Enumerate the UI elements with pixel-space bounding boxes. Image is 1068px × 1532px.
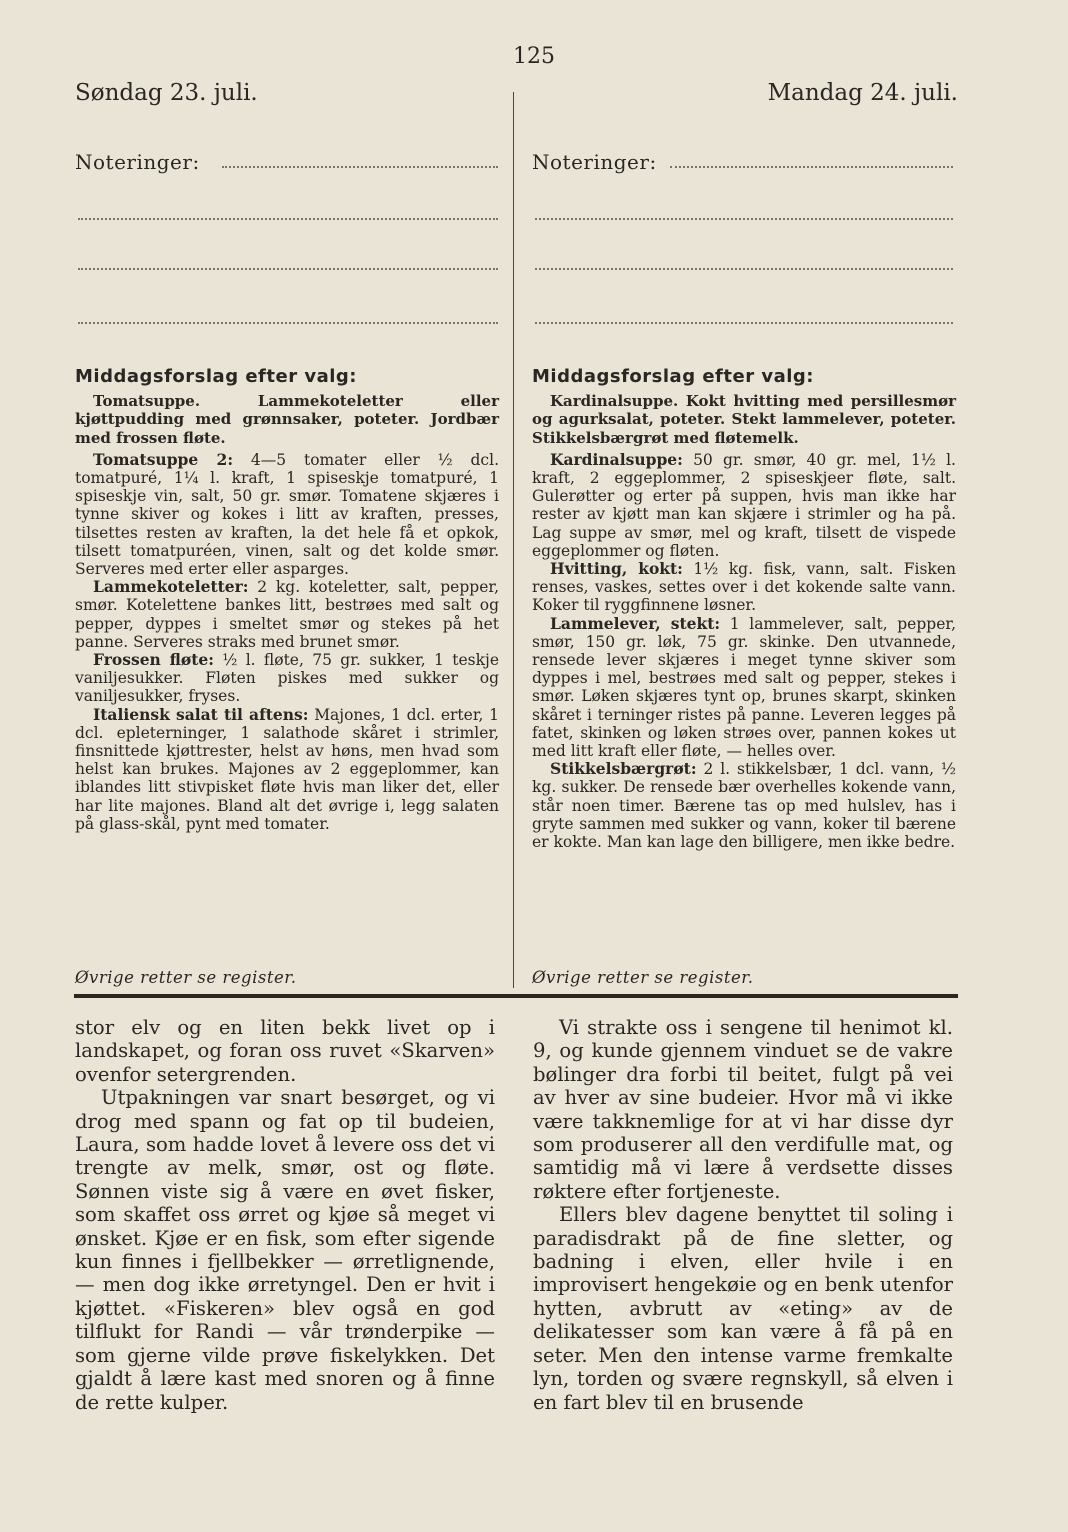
recipe-label: Tomatsuppe 2: (93, 449, 234, 469)
recipe (75, 706, 499, 833)
menu-text: Kardinalsuppe. Kokt hvitting med persillesmør og agurksalat, poteter. Stekt lammelever, poteter. Stikkelsbærgrøt med fløtemelk. (532, 392, 956, 447)
recipe-text: 2 kg. koteletter, salt, pepper, smør. Kotelettene bankes litt, bestrøes med salt og pepper, dyppes i smeltet smør og stekes på het panne. Serveres straks med brunet smør. (75, 578, 499, 651)
recipe-label: Lammelever, stekt: (550, 613, 721, 633)
recipe-label: Italiensk salat til aftens: (93, 704, 309, 724)
note-line[interactable] (535, 322, 953, 324)
recipe-text: 50 gr. smør, 40 gr. mel, 1½ l. kraft, 2 eggeplommer, 2 spiseskjeer fløte, salt. Gulerøtter og erter på suppen, hvis man ikke har rester av kjøtt man kan skjære i strimler og ha på. Lag suppe av smør, mel og kraft, tilsett de vispede eggeplommer og fløten. (532, 450, 956, 560)
story-left (75, 1016, 495, 1414)
notes-label-left: Noteringer: (75, 150, 200, 174)
recipe-label: Frossen fløte: (93, 650, 214, 670)
recipe-text: 2 l. stikkelsbær, 1 dcl. vann, ½ kg. sukker. De rensede bær overhelles kokende vann, står noen timer. Bærene tas op med hulslev, has i gryte sammen med sukker og vann, koker til bærene er kokte. Man kan lage den billigere, men ikke bedre. (532, 760, 956, 852)
middag-heading: Middagsforslag efter valg: (532, 366, 814, 387)
recipes-right (532, 368, 956, 851)
recipe (75, 651, 499, 706)
notes-label-right: Noteringer: (532, 150, 657, 174)
note-line[interactable] (78, 218, 498, 220)
note-line[interactable] (78, 322, 498, 324)
story-paragraph: Ellers blev dagene benyttet til soling i paradisdrakt på de fine sletter, og badning i elven, eller hvile i en improvisert hengekøie og en benk utenfor hytten, avbrutt av «eting» av de delikatesser som kan være å få på en seter. Men den intense varme fremkalte lyn, torden og svære regnskyll, så elven i en fart blev til en brusende (533, 1203, 953, 1414)
story-right (533, 1016, 953, 1414)
menu-text: Tomatsuppe. Lammekoteletter eller kjøttpudding med grønnsaker, poteter. Jordbær med frossen fløte. (75, 392, 499, 447)
story-paragraph: Vi strakte oss i sengene til henimot kl. 9, og kunde gjennem vinduet se de vakre bølinger dra forbi til beitet, fulgt på vei av hver av sine budeier. Hvor må vi ikke være takknemlige for at vi har disse dyr som produserer all den verdifulle mat, og samtidig må vi lære å verdsette disses røktere efter fortjeneste. (533, 1016, 953, 1203)
recipe-label: Lammekoteletter: (93, 577, 249, 597)
recipe-label: Hvitting, kokt: (550, 559, 683, 579)
day-title-right: Mandag 24. juli. (767, 80, 958, 106)
recipe (532, 451, 956, 560)
recipe (75, 578, 499, 651)
recipes-left (75, 368, 499, 833)
day-title-left: Søndag 23. juli. (75, 80, 258, 106)
footer-note-right: Øvrige retter se register. (532, 968, 754, 987)
recipe-text: 1 lammelever, salt, pepper, smør, 150 gr. løk, 75 gr. skinke. Den utvannede, rensede lever skjæres i meget tynne skiver som dyppes i mel, bestrøes med salt og pepper, stekes i smør. Løken skjæres tynt op, brunes skarpt, skinken skåret i terninger ristes på panne. Leveren legges på fatet, skinken og løken strøes over, pannen kokes ut med litt kraft eller fløte, — helles over. (532, 614, 956, 761)
recipe-text: 4—5 tomater eller ½ dcl. tomatpuré, 1¼ l. kraft, 1 spiseskje tomatpuré, 1 spiseskje vin, salt, 50 gr. smør. Tomatene skjæres i tynne skiver og kokes i litt av kraften, presses, tilsettes resten av kraften, la det hele få et opkok, tilsett tomatpuréen, vinen, salt og det kolde smør. Serveres med erter eller asparges. (75, 450, 499, 579)
middag-heading: Middagsforslag efter valg: (75, 366, 357, 387)
recipe-label: Stikkelsbærgrøt: (550, 759, 697, 779)
page-number: 125 (513, 44, 555, 69)
footer-note-left: Øvrige retter se register. (75, 968, 297, 987)
note-line[interactable] (78, 268, 498, 270)
story-paragraph: stor elv og en liten bekk livet op i landskapet, og foran oss ruvet «Skarven» ovenfor setergrenden. (75, 1016, 495, 1086)
recipe (532, 615, 956, 761)
note-line[interactable] (535, 268, 953, 270)
note-line[interactable] (535, 218, 953, 220)
recipe-text: ½ l. fløte, 75 gr. sukker, 1 teskje vaniljesukker. Fløten piskes med sukker og vaniljesukker, fryses. (75, 651, 499, 706)
note-line[interactable] (222, 166, 498, 168)
section-divider (74, 994, 958, 998)
recipe-text: 1½ kg. fisk, vann, salt. Fisken renses, vaskes, settes over i det kokende salte vann. Koker til ryggfinnene løsner. (532, 560, 956, 615)
recipe (75, 451, 499, 578)
recipe (532, 560, 956, 615)
story-paragraph: Utpakningen var snart besørget, og vi drog med spann og fat op til budeien, Laura, som hadde lovet å levere oss det vi trengte av melk, smør, ost og fløte. Sønnen viste sig å være en øvet fisker, som skaffet oss ørret og kjøe så meget vi ønsket. Kjøe er en fisk, som efter sigende kun finnes i fjellbekker — ørretlignende, — men dog ikke ørretyngel. Den er hvit i kjøttet. «Fiskeren» blev også en god tilflukt for Randi — vår trønderpike — som gjerne vilde prøve fiskelykken. Det gjaldt å lære kast med snoren og å finne de rette kulper. (75, 1086, 495, 1414)
recipe (532, 760, 956, 851)
recipe-label: Kardinalsuppe: (550, 449, 683, 469)
note-line[interactable] (670, 166, 953, 168)
column-divider (513, 92, 514, 988)
recipe-text: Majones, 1 dcl. erter, 1 dcl. epleterninger, 1 salathode skåret i strimler, finsnittede kjøttrester, helst av høns, men hvad som helst kan brukes. Majones av 2 eggeplommer, kan iblandes litt stivpisket fløte hvis man liker det, eller har lite majones. Bland alt det øvrige i, legg salaten på glass-skål, pynt med tomater. (75, 705, 499, 833)
